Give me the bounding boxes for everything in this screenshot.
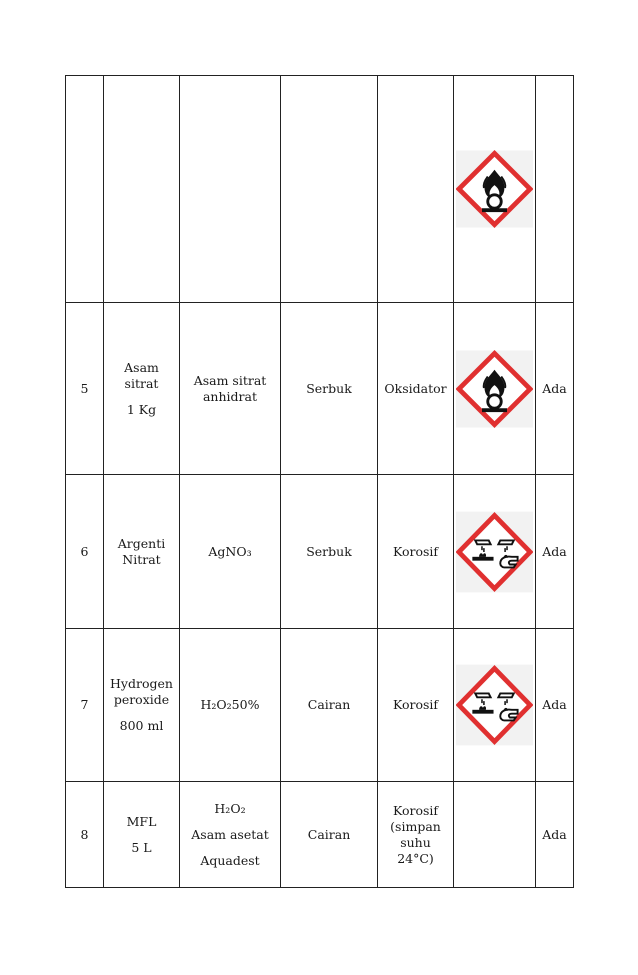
availability-status: Ada bbox=[536, 303, 574, 475]
hazard-symbol-cell bbox=[454, 782, 536, 888]
row-number: 7 bbox=[66, 629, 104, 782]
chemical-name: MFL 5 L bbox=[104, 782, 180, 888]
chemical-composition: AgNO₃ bbox=[180, 475, 281, 629]
hazard-symbol-cell bbox=[454, 303, 536, 475]
availability-status: Ada bbox=[536, 475, 574, 629]
row-number: 5 bbox=[66, 303, 104, 475]
row-number: 8 bbox=[66, 782, 104, 888]
chemical-composition: Asam sitrat anhidrat bbox=[180, 303, 281, 475]
table-row bbox=[66, 475, 574, 629]
chemical-name bbox=[104, 76, 180, 303]
chemical-composition bbox=[180, 76, 281, 303]
hazard-type bbox=[378, 76, 454, 303]
hazard-symbol-cell bbox=[454, 475, 536, 629]
table-row bbox=[66, 76, 574, 303]
oxidizer-icon bbox=[456, 350, 533, 428]
corrosive-icon bbox=[456, 664, 533, 746]
chemical-name: Hydrogen peroxide 800 ml bbox=[104, 629, 180, 782]
table-row bbox=[66, 782, 574, 888]
availability-status: Ada bbox=[536, 782, 574, 888]
corrosive-icon bbox=[456, 511, 533, 593]
availability-status: Ada bbox=[536, 629, 574, 782]
chemical-form: Serbuk bbox=[281, 303, 378, 475]
chemical-composition: H₂O₂ Asam asetat Aquadest bbox=[180, 782, 281, 888]
hazard-type: Korosif bbox=[378, 629, 454, 782]
chemical-form: Cairan bbox=[281, 782, 378, 888]
chemical-inventory-table bbox=[65, 75, 574, 888]
chemical-name: Argenti Nitrat bbox=[104, 475, 180, 629]
table-row bbox=[66, 303, 574, 475]
hazard-symbol-cell bbox=[454, 629, 536, 782]
hazard-symbol-cell bbox=[454, 76, 536, 303]
chemical-form: Serbuk bbox=[281, 475, 378, 629]
chemical-form: Cairan bbox=[281, 629, 378, 782]
row-number bbox=[66, 76, 104, 303]
chemical-composition: H₂O₂50% bbox=[180, 629, 281, 782]
oxidizer-icon bbox=[456, 150, 533, 228]
chemical-name: Asam sitrat 1 Kg bbox=[104, 303, 180, 475]
hazard-type: Oksidator bbox=[378, 303, 454, 475]
table-row bbox=[66, 629, 574, 782]
row-number: 6 bbox=[66, 475, 104, 629]
availability-status bbox=[536, 76, 574, 303]
hazard-type: Korosif bbox=[378, 475, 454, 629]
chemical-form bbox=[281, 76, 378, 303]
hazard-type: Korosif (simpan suhu 24°C) bbox=[378, 782, 454, 888]
